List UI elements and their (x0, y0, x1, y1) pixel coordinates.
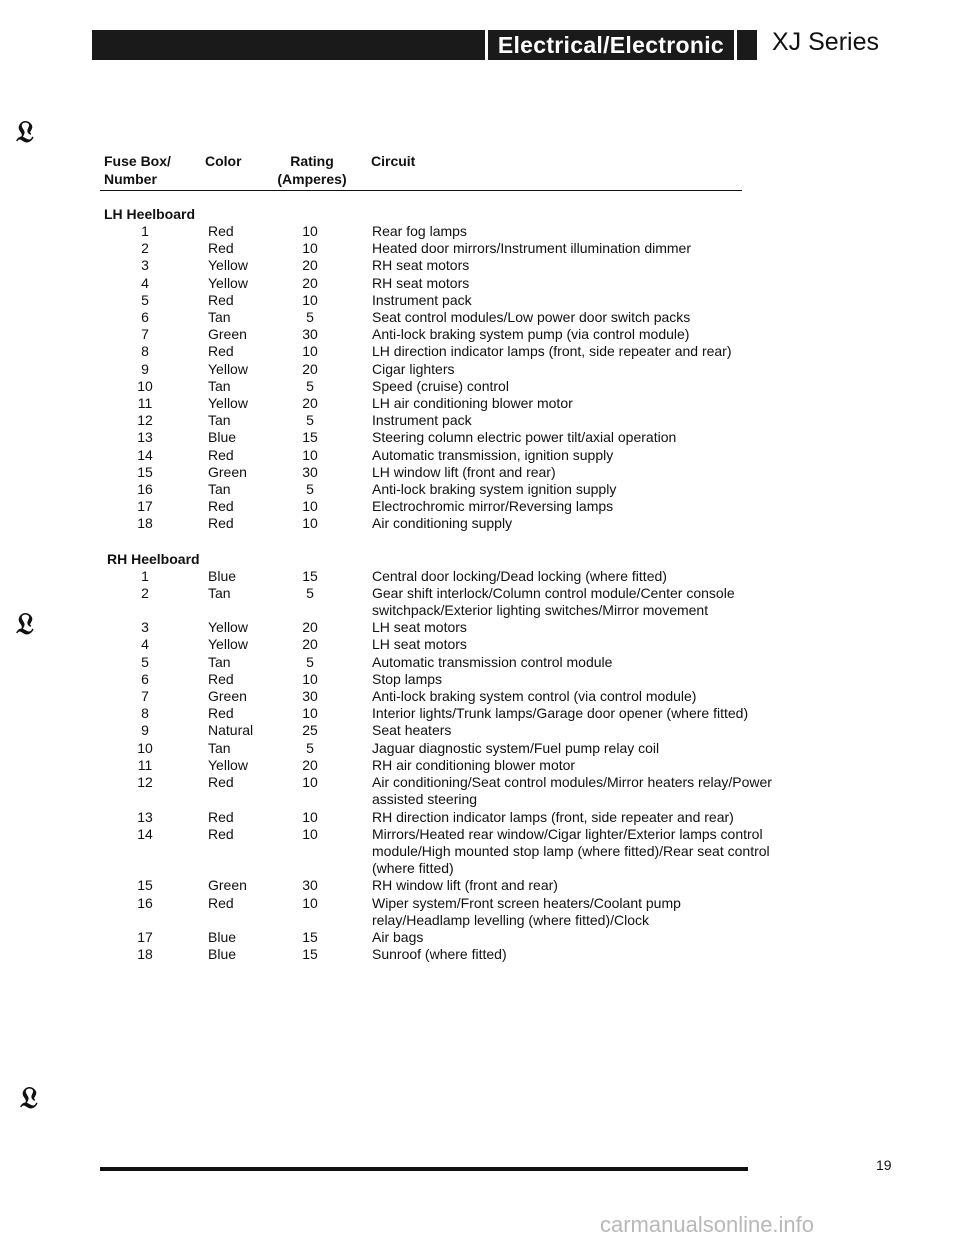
fuse-rating: 10 (302, 446, 318, 463)
fuse-color: Red (208, 291, 234, 308)
fuse-rating: 20 (302, 360, 318, 377)
fuse-number: 17 (137, 498, 153, 515)
table-row (0, 498, 960, 515)
table-row (0, 223, 960, 240)
fuse-color: Tan (208, 481, 231, 498)
fuse-rating: 10 (302, 705, 318, 722)
fuse-rating: 10 (302, 498, 318, 515)
fuse-rating: 20 (302, 619, 318, 636)
column-header-color: Color (205, 153, 242, 169)
fuse-color: Green (208, 877, 247, 894)
fuse-number: 16 (137, 894, 153, 911)
table-row (0, 636, 960, 653)
table-row (0, 361, 960, 378)
table-row (0, 240, 960, 257)
fuse-rating: 5 (306, 653, 314, 670)
table-row (0, 292, 960, 309)
table-row (0, 774, 960, 808)
table-row (0, 895, 960, 929)
fuse-circuit: Air bags (372, 928, 424, 945)
fuse-rating: 15 (302, 429, 318, 446)
fuse-rating: 30 (302, 877, 318, 894)
fuse-color: Green (208, 326, 247, 343)
table-row (0, 929, 960, 946)
series-title: XJ Series (772, 28, 879, 56)
fuse-number: 17 (137, 928, 153, 945)
fuse-circuit: Anti-lock braking system control (via control module) (372, 688, 697, 705)
fuse-number: 10 (137, 377, 153, 394)
fuse-rating: 10 (302, 670, 318, 687)
fuse-number: 11 (137, 756, 153, 773)
fuse-circuit: Instrument pack (372, 291, 472, 308)
fuse-circuit: RH direction indicator lamps (front, side repeater and rear) (372, 808, 734, 825)
fuse-section (0, 206, 960, 533)
fuse-circuit: Central door locking/Dead locking (where fitted) (372, 567, 667, 584)
fuse-number: 5 (141, 653, 149, 670)
table-row (0, 343, 960, 360)
section-heading: RH Heelboard (107, 550, 200, 567)
fuse-number: 1 (141, 567, 149, 584)
fuse-circuit: RH seat motors (372, 257, 470, 274)
fuse-color: Blue (208, 567, 237, 584)
table-row (0, 429, 960, 446)
fuse-circuit: Rear fog lamps (372, 223, 467, 239)
fuse-circuit: Interior lights/Trunk lamps/Garage door opener (where fitted) (372, 705, 749, 722)
header-divider (100, 190, 742, 191)
fuse-circuit: Jaguar diagnostic system/Fuel pump relay coil (372, 739, 660, 756)
fuse-number: 10 (137, 739, 153, 756)
fuse-color: Natural (208, 722, 254, 739)
fuse-circuit: LH direction indicator lamps (front, side repeater and rear) (372, 343, 732, 360)
fuse-circuit: LH seat motors (372, 619, 467, 636)
fuse-color: Blue (208, 928, 237, 945)
fuse-circuit: RH air conditioning blower motor (372, 756, 576, 773)
fuse-circuit: Automatic transmission, ignition supply (372, 446, 614, 463)
fuse-circuit: RH window lift (front and rear) (372, 877, 558, 894)
table-row (0, 326, 960, 343)
fuse-color: Green (208, 463, 247, 480)
fuse-circuit: Instrument pack (372, 412, 472, 429)
fuse-number: 1 (141, 223, 149, 239)
fuse-number: 16 (137, 481, 153, 498)
fuse-number: 18 (137, 515, 153, 532)
table-row (0, 654, 960, 671)
column-header-circuit: Circuit (371, 153, 416, 169)
fuse-circuit: Air conditioning/Seat control modules/Mirror heaters relay/Power assisted steering (372, 774, 772, 808)
fuse-table (0, 206, 960, 981)
fuse-circuit: Steering column electric power tilt/axial operation (372, 429, 677, 446)
table-row (0, 722, 960, 739)
table-row (0, 946, 960, 963)
fuse-number: 14 (137, 825, 153, 842)
fuse-number: 12 (137, 412, 153, 429)
fuse-color: Tan (208, 584, 231, 601)
fuse-circuit: Seat heaters (372, 722, 452, 739)
fuse-color: Red (208, 894, 234, 911)
fuse-color: Red (208, 240, 234, 257)
fuse-number: 9 (141, 360, 149, 377)
fuse-number: 11 (137, 395, 153, 412)
table-row (0, 378, 960, 395)
fuse-circuit: Air conditioning supply (372, 515, 513, 532)
fuse-number: 7 (141, 688, 149, 705)
fuse-circuit: Speed (cruise) control (372, 377, 509, 394)
fuse-color: Yellow (208, 257, 248, 274)
fuse-number: 15 (137, 877, 153, 894)
fuse-rating: 5 (306, 309, 314, 326)
fuse-rating: 20 (302, 395, 318, 412)
fuse-rating: 30 (302, 463, 318, 480)
fuse-rating: 30 (302, 688, 318, 705)
fuse-number: 2 (141, 584, 149, 601)
fuse-rating: 10 (302, 894, 318, 911)
binder-hole-mark-icon: 𝔏 (16, 607, 34, 642)
fuse-color: Yellow (208, 619, 248, 636)
fuse-rating: 5 (306, 739, 314, 756)
fuse-color: Tan (208, 377, 231, 394)
fuse-number: 9 (141, 722, 149, 739)
table-row (0, 257, 960, 274)
fuse-color: Yellow (208, 636, 248, 653)
fuse-circuit: LH air conditioning blower motor (372, 395, 573, 412)
fuse-color: Red (208, 774, 234, 791)
fuse-rating: 10 (302, 240, 318, 257)
fuse-number: 6 (141, 670, 149, 687)
fuse-circuit: Anti-lock braking system ignition supply (372, 481, 617, 498)
fuse-rating: 10 (302, 343, 318, 360)
table-row (0, 877, 960, 894)
table-row (0, 809, 960, 826)
fuse-number: 13 (137, 808, 153, 825)
fuse-color: Yellow (208, 274, 248, 291)
table-row (0, 515, 960, 532)
binder-hole-mark-icon: 𝔏 (16, 115, 34, 150)
fuse-circuit: LH window lift (front and rear) (372, 463, 556, 480)
fuse-rating: 10 (302, 808, 318, 825)
fuse-rating: 5 (306, 412, 314, 429)
fuse-rating: 20 (302, 636, 318, 653)
fuse-circuit: Seat control modules/Low power door switch packs (372, 309, 691, 326)
fuse-rating: 20 (302, 274, 318, 291)
fuse-rating: 25 (302, 722, 318, 739)
fuse-rating: 10 (302, 291, 318, 308)
fuse-color: Red (208, 670, 234, 687)
fuse-rating: 10 (302, 223, 318, 239)
fuse-number: 18 (137, 946, 153, 963)
table-row (0, 619, 960, 636)
fuse-circuit: Automatic transmission control module (372, 653, 613, 670)
fuse-color: Red (208, 808, 234, 825)
fuse-number: 13 (137, 429, 153, 446)
table-row (0, 395, 960, 412)
fuse-number: 12 (137, 774, 153, 791)
table-header (0, 152, 960, 192)
table-row (0, 412, 960, 429)
fuse-number: 3 (141, 619, 149, 636)
fuse-circuit: Stop lamps (372, 670, 443, 687)
fuse-rating: 5 (306, 481, 314, 498)
fuse-color: Green (208, 688, 247, 705)
table-row (0, 705, 960, 722)
table-row (0, 671, 960, 688)
fuse-number: 14 (137, 446, 153, 463)
binder-hole-mark-icon: 𝔏 (20, 1081, 38, 1116)
fuse-circuit: Anti-lock braking system pump (via control module) (372, 326, 690, 343)
fuse-rating: 20 (302, 756, 318, 773)
fuse-number: 7 (141, 326, 149, 343)
watermark: carmanualsonline.info (600, 1212, 815, 1237)
column-header-rating: Rating (Amperes) (277, 153, 347, 187)
fuse-circuit: LH seat motors (372, 636, 467, 653)
fuse-color: Red (208, 825, 234, 842)
table-row (0, 826, 960, 878)
page-number: 19 (876, 1157, 892, 1173)
fuse-number: 3 (141, 257, 149, 274)
fuse-number: 4 (141, 274, 149, 291)
fuse-color: Yellow (208, 395, 248, 412)
fuse-circuit: Gear shift interlock/Column control module/Center console switchpack/Exterior lighting switches/Mirror movement (372, 584, 735, 619)
table-row (0, 688, 960, 705)
fuse-circuit: Electrochromic mirror/Reversing lamps (372, 498, 614, 515)
fuse-number: 4 (141, 636, 149, 653)
section-title: Electrical/Electronic (485, 30, 737, 60)
table-row (0, 568, 960, 585)
fuse-color: Red (208, 343, 234, 360)
fuse-color: Red (208, 705, 234, 722)
fuse-color: Blue (208, 429, 237, 446)
table-row (0, 447, 960, 464)
table-row (0, 464, 960, 481)
fuse-rating: 15 (302, 946, 318, 963)
table-row (0, 481, 960, 498)
fuse-circuit: Cigar lighters (372, 360, 455, 377)
fuse-circuit: Mirrors/Heated rear window/Cigar lighter/Exterior lamps control module/High mounted stop lamp (where fitted)/Rear seat control (where fitted) (372, 825, 770, 877)
fuse-rating: 30 (302, 326, 318, 343)
fuse-number: 8 (141, 705, 149, 722)
footer-divider (100, 1167, 748, 1171)
table-row (0, 309, 960, 326)
table-row (0, 740, 960, 757)
fuse-color: Red (208, 515, 234, 532)
fuse-number: 5 (141, 291, 149, 308)
section-heading: LH Heelboard (104, 206, 196, 222)
fuse-circuit: Heated door mirrors/Instrument illumination dimmer (372, 240, 691, 257)
fuse-color: Red (208, 498, 234, 515)
fuse-rating: 10 (302, 515, 318, 532)
header-bar (92, 30, 757, 60)
fuse-rating: 15 (302, 567, 318, 584)
fuse-rating: 5 (306, 584, 314, 601)
fuse-rating: 5 (306, 377, 314, 394)
fuse-circuit: Wiper system/Front screen heaters/Coolant pump relay/Headlamp levelling (where fitted)/Clock (372, 894, 681, 928)
fuse-rating: 15 (302, 928, 318, 945)
fuse-number: 15 (137, 463, 153, 480)
fuse-color: Tan (208, 309, 231, 326)
table-row (0, 757, 960, 774)
fuse-rating: 10 (302, 774, 318, 791)
fuse-color: Blue (208, 946, 237, 963)
fuse-number: 2 (141, 240, 149, 257)
fuse-number: 8 (141, 343, 149, 360)
fuse-circuit: Sunroof (where fitted) (372, 946, 507, 963)
column-header-number: Fuse Box/ Number (104, 153, 171, 187)
fuse-color: Yellow (208, 360, 248, 377)
fuse-color: Red (208, 223, 234, 239)
fuse-circuit: RH seat motors (372, 274, 470, 291)
fuse-color: Yellow (208, 756, 248, 773)
fuse-rating: 10 (302, 825, 318, 842)
fuse-color: Tan (208, 653, 231, 670)
fuse-color: Red (208, 446, 234, 463)
table-row (0, 275, 960, 292)
fuse-color: Tan (208, 739, 231, 756)
table-row (0, 585, 960, 619)
fuse-rating: 20 (302, 257, 318, 274)
fuse-color: Tan (208, 412, 231, 429)
fuse-section (0, 551, 960, 964)
fuse-number: 6 (141, 309, 149, 326)
